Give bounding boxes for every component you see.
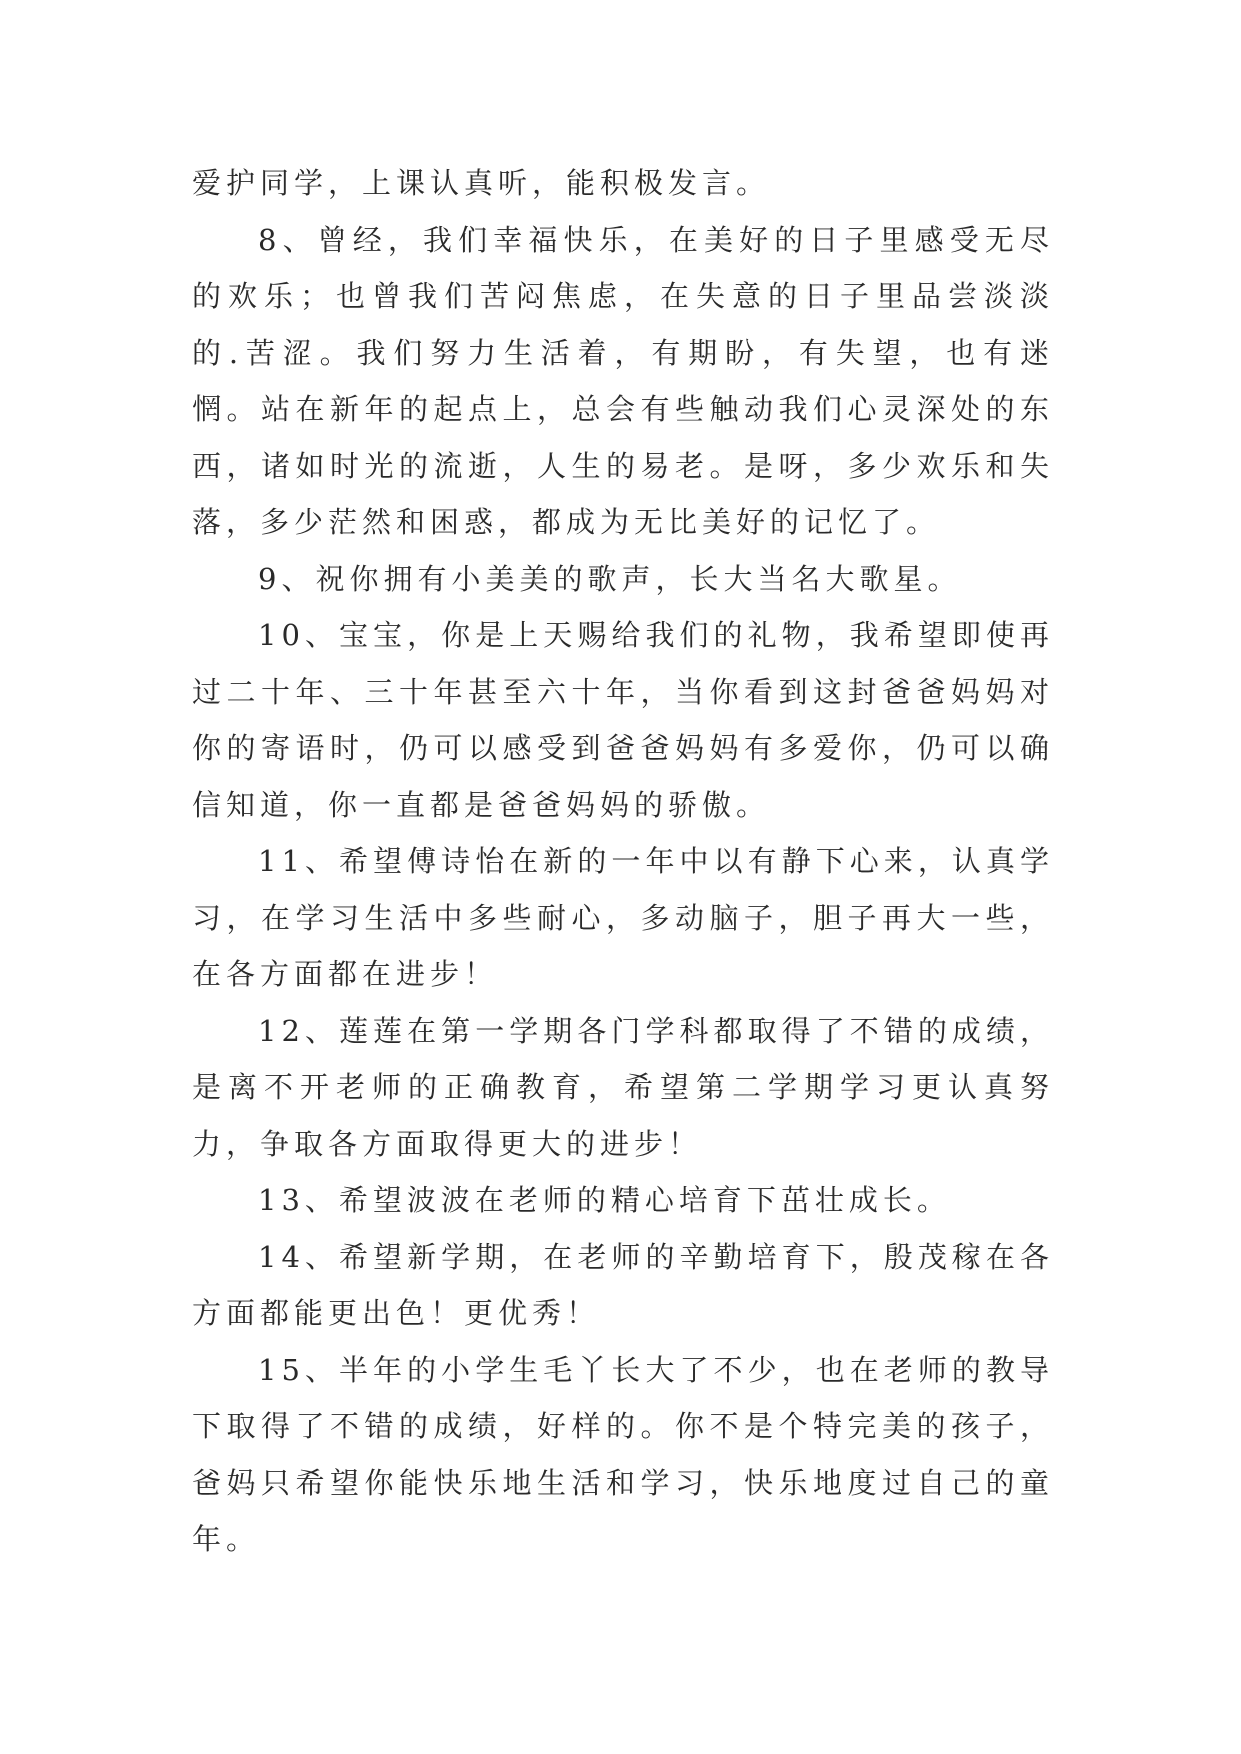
paragraph-item-15: 15、半年的小学生毛丫长大了不少，也在老师的教导下取得了不错的成绩，好样的。你不是个特完美的孩子，爸妈只希望你能快乐地生活和学习，快乐地度过自己的童年。 <box>192 1352 1054 1556</box>
paragraph-continuation: 爱护同学，上课认真听，能积极发言。 <box>192 166 771 200</box>
paragraph-item-10: 10、宝宝，你是上天赐给我们的礼物，我希望即使再过二十年、三十年甚至六十年，当你看到这封爸爸妈妈对你的寄语时，仍可以感受到爸爸妈妈有多爱你，仍可以确信知道，你一直都是爸爸妈妈的骄傲。 <box>192 618 1054 822</box>
paragraph-item-9: 9、祝你拥有小美美的歌声，长大当名大歌星。 <box>258 561 962 596</box>
paragraph-item-8: 8、曾经，我们幸福快乐，在美好的日子里感受无尽的欢乐；也曾我们苦闷焦虑，在失意的日子里品尝淡淡的.苦涩。我们努力生活着，有期盼，有失望，也有迷惘。站在新年的起点上，总会有些触动我们心灵深处的东西，诸如时光的流逝，人生的易老。是呀，多少欢乐和失落，多少茫然和困惑，都成为无比美好的记忆了。 <box>192 222 1054 539</box>
paragraph-item-14: 14、希望新学期，在老师的辛勤培育下，殷茂稼在各方面都能更出色！更优秀！ <box>192 1239 1054 1330</box>
paragraph-item-13: 13、希望波波在老师的精心培育下茁壮成长。 <box>258 1183 951 1217</box>
document-body <box>192 155 1054 1568</box>
paragraph-item-11: 11、希望傅诗怡在新的一年中以有静下心来，认真学习，在学习生活中多些耐心，多动脑子，胆子再大一些，在各方面都在进步！ <box>192 844 1054 991</box>
paragraph-item-12: 12、莲莲在第一学期各门学科都取得了不错的成绩，是离不开老师的正确教育，希望第二学期学习更认真努力，争取各方面取得更大的进步！ <box>192 1013 1054 1161</box>
